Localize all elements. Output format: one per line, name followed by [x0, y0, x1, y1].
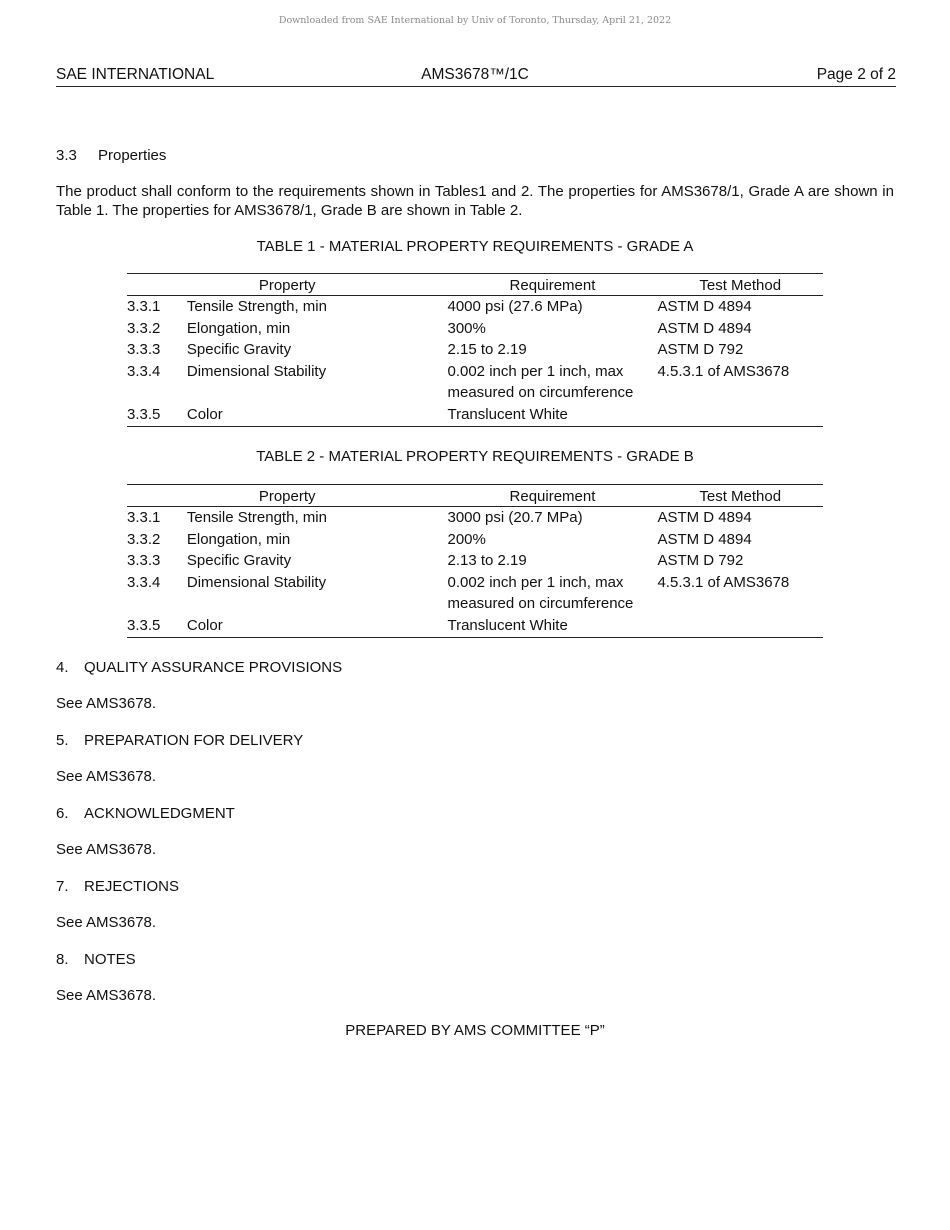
- section-7-heading: [56, 878, 179, 895]
- table-row: [127, 404, 823, 426]
- row-requirement: 2.15 to 2.19: [447, 341, 527, 359]
- table-header-row: [127, 274, 823, 296]
- row-property: Specific Gravity: [186, 552, 292, 570]
- row-num: 3.3.5: [127, 405, 161, 423]
- table2: [127, 484, 823, 638]
- header-num-col: [127, 485, 187, 507]
- section-5-heading: [56, 732, 303, 749]
- row-property: Dimensional Stability: [186, 573, 327, 591]
- header-property: Property: [187, 485, 448, 507]
- row-requirement: 300%: [447, 319, 486, 337]
- page-header: [56, 66, 896, 87]
- header-doc-id: AMS3678™/1C: [421, 66, 529, 83]
- row-test-method: ASTM D 792: [657, 552, 744, 570]
- row-requirement: Translucent White: [447, 616, 568, 634]
- section-5-body: See AMS3678.: [56, 768, 157, 785]
- row-num: 3.3.3: [127, 341, 161, 359]
- row-property: Elongation, min: [186, 319, 291, 337]
- row-requirement: 4000 psi (27.6 MPa): [447, 298, 583, 315]
- table-row: [127, 296, 823, 318]
- row-num: 3.3.4: [127, 362, 161, 380]
- table2-title: TABLE 2 - MATERIAL PROPERTY REQUIREMENTS - GRADE B: [256, 448, 694, 465]
- row-requirement: Translucent White: [447, 405, 568, 423]
- row-test-method: ASTM D 4894: [657, 298, 752, 315]
- row-test-method: [657, 615, 823, 637]
- header-num-col: [127, 274, 187, 296]
- section-3-3-heading: [56, 147, 166, 164]
- section-title: REJECTIONS: [84, 878, 180, 895]
- requirement-line-1: 0.002 inch per 1 inch, max: [447, 362, 624, 380]
- section-number: 6.: [56, 805, 69, 822]
- row-num: 3.3.5: [127, 616, 161, 634]
- row-requirement: 2.13 to 2.19: [447, 552, 527, 570]
- row-property: Color: [186, 616, 223, 634]
- table1-title: TABLE 1 - MATERIAL PROPERTY REQUIREMENTS - GRADE A: [256, 238, 694, 255]
- section-number: 7.: [56, 878, 69, 895]
- row-test-method: 4.5.3.1 of AMS3678: [657, 362, 790, 380]
- header-org: SAE INTERNATIONAL: [56, 66, 215, 83]
- row-num: 3.3.2: [127, 530, 161, 548]
- row-test-method: ASTM D 4894: [657, 530, 752, 548]
- section-title: QUALITY ASSURANCE PROVISIONS: [84, 659, 343, 676]
- row-test-method: 4.5.3.1 of AMS3678: [657, 573, 790, 591]
- section-4-body: See AMS3678.: [56, 695, 157, 712]
- section-8-body: See AMS3678.: [56, 987, 157, 1004]
- row-property: Color: [186, 405, 223, 423]
- row-num: 3.3.1: [127, 298, 161, 315]
- row-property: Tensile Strength, min: [186, 509, 327, 526]
- section-3-3-paragraph: The product shall conform to the requirements shown in Tables1 and 2. The properties for AMS3678/1, Grade A are shown in Table 1. The properties for AMS3678/1, Grade B are shown in Table 2.: [56, 183, 894, 219]
- table-row: [127, 550, 823, 572]
- section-number: 5.: [56, 732, 69, 749]
- table-row: [127, 361, 823, 404]
- row-requirement: 200%: [447, 530, 486, 548]
- section-title: Properties: [98, 147, 167, 164]
- header-requirement: Requirement: [447, 274, 657, 296]
- requirement-line-2: measured on circumference: [447, 595, 634, 613]
- section-number: 4.: [56, 659, 69, 676]
- header-test-method: Test Method: [657, 274, 823, 296]
- table-header-row: [127, 485, 823, 507]
- table-row: [127, 572, 823, 615]
- row-property: Elongation, min: [186, 530, 291, 548]
- download-watermark-note: Downloaded from SAE International by Univ of Toronto, Thursday, April 21, 2022: [278, 15, 672, 26]
- row-num: 3.3.2: [127, 319, 161, 337]
- row-test-method: ASTM D 4894: [657, 509, 752, 526]
- section-number: 3.3: [56, 147, 77, 164]
- row-test-method: ASTM D 792: [657, 341, 744, 359]
- section-4-heading: [56, 659, 342, 676]
- section-number: 8.: [56, 951, 69, 968]
- section-7-body: See AMS3678.: [56, 914, 157, 931]
- row-requirement: [447, 572, 657, 615]
- header-test-method: Test Method: [657, 485, 823, 507]
- header-page-number: Page 2 of 2: [816, 66, 896, 83]
- requirement-line-1: 0.002 inch per 1 inch, max: [447, 573, 624, 591]
- row-num: 3.3.1: [127, 509, 161, 526]
- row-property: Tensile Strength, min: [186, 298, 327, 315]
- row-requirement: [447, 361, 657, 404]
- header-requirement: Requirement: [447, 485, 657, 507]
- section-6-heading: [56, 805, 235, 822]
- row-test-method: [657, 404, 823, 426]
- section-title: PREPARATION FOR DELIVERY: [84, 732, 304, 749]
- table-row: [127, 615, 823, 637]
- section-title: ACKNOWLEDGMENT: [84, 805, 235, 822]
- row-num: 3.3.3: [127, 552, 161, 570]
- table-row: [127, 507, 823, 529]
- row-requirement: 3000 psi (20.7 MPa): [447, 509, 583, 526]
- table-row: [127, 318, 823, 340]
- section-title: NOTES: [84, 951, 136, 968]
- table-row: [127, 339, 823, 361]
- table-row: [127, 529, 823, 551]
- row-test-method: ASTM D 4894: [657, 319, 752, 337]
- requirement-line-2: measured on circumference: [447, 384, 634, 402]
- prepared-by-note: PREPARED BY AMS COMMITTEE “P”: [345, 1022, 605, 1039]
- row-property: Dimensional Stability: [186, 362, 327, 380]
- table1: [127, 273, 823, 427]
- row-num: 3.3.4: [127, 573, 161, 591]
- section-8-heading: [56, 951, 136, 968]
- section-6-body: See AMS3678.: [56, 841, 157, 858]
- header-property: Property: [187, 274, 448, 296]
- row-property: Specific Gravity: [186, 341, 292, 359]
